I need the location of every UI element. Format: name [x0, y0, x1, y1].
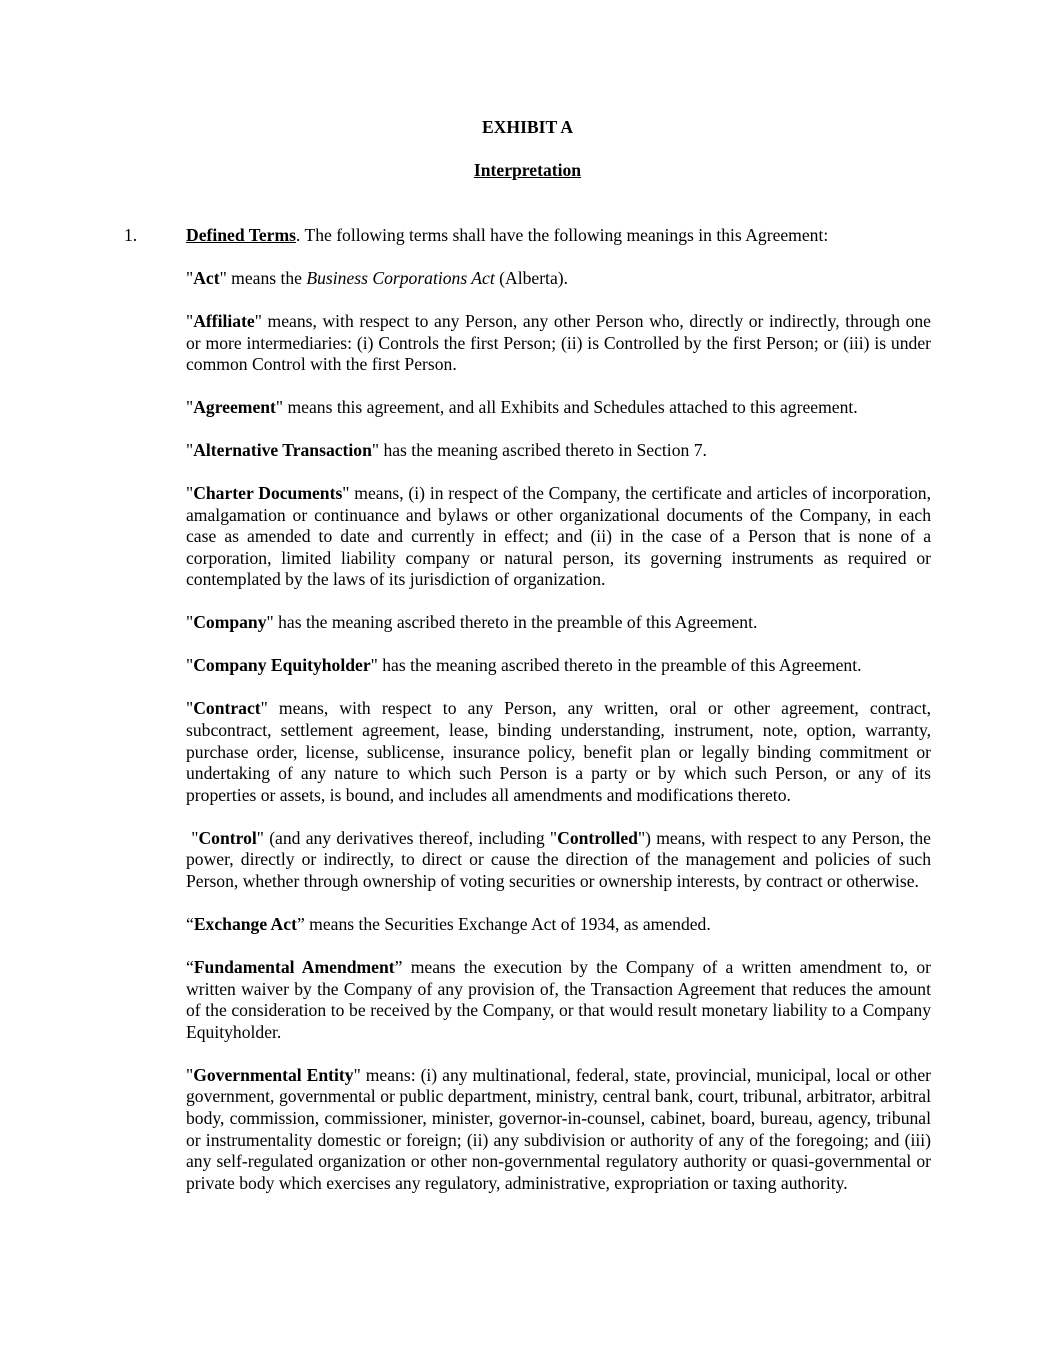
text-run: “ — [186, 956, 194, 977]
text-run: " means, (i) in respect of the Company, the certificate and articles of incorporation, amalgamation or continuance and bylaws or other organizational documents of the Company, in each case as amended to date and currently in effect; and (ii) in the case of a Person that is none of a corporation, limited liability company or natural person, its governing instruments as required or contemplated by the laws of its jurisdiction of organization. — [186, 483, 931, 590]
defined-term: Company Equityholder — [193, 655, 371, 676]
text-run: (Alberta). — [494, 267, 569, 288]
text-run: " has the meaning ascribed thereto in Section 7. — [371, 440, 707, 461]
text-run: " has the meaning ascribed thereto in the preamble of this Agreement. — [266, 612, 758, 633]
text-run: " has the meaning ascribed thereto in the preamble of this Agreement. — [370, 655, 862, 676]
text-run: " means, with respect to any Person, any written, oral or other agreement, contract, subcontract, settlement agreement, lease, binding understanding, instrument, note, option, warranty, purchase order, license, sublicense, insurance policy, benefit plan or legally binding commitment or undertaking of any nature to which such Person is a party or by which such Person, or any of its properties or assets, is bound, and includes all amendments and modifications thereto. — [186, 698, 931, 805]
text-run: " — [186, 483, 194, 504]
definitions-body — [186, 225, 931, 1216]
definition-paragraph — [186, 612, 931, 634]
definition-paragraph — [186, 268, 931, 290]
text-run: " means the — [219, 267, 307, 288]
definition-paragraph — [186, 828, 931, 893]
exhibit-subtitle: Interpretation — [473, 160, 582, 180]
text-run: " — [186, 267, 194, 288]
text-run: ") means, with respect to any Person, the power, directly or indirectly, to direct or cause the direction of the management and policies of such Person, whether through ownership of voting securities or ownership interests, by contract or otherwise. — [186, 827, 931, 891]
section-intro — [186, 225, 931, 247]
definition-paragraph — [186, 957, 931, 1043]
definition-paragraph — [186, 914, 931, 936]
section-heading: Defined Terms — [186, 225, 296, 245]
text-run: " — [186, 655, 194, 676]
text-run: " (and any derivatives thereof, including " — [256, 827, 558, 848]
definition-paragraph — [186, 311, 931, 376]
text-run: " means, with respect to any Person, any other Person who, directly or indirectly, through one or more intermediaries: (i) Controls the first Person; (ii) is Controlled by the first Person; or (iii) is under common Control with the first Person. — [186, 310, 931, 375]
section-number: 1. — [124, 225, 138, 245]
text-run: " — [186, 827, 199, 848]
defined-term: Affiliate — [193, 310, 255, 331]
text-run: " — [186, 310, 194, 331]
defined-term: Charter Documents — [193, 483, 343, 504]
text-run: " — [186, 612, 194, 633]
definition-paragraph — [186, 483, 931, 591]
definition-paragraph — [186, 1065, 931, 1195]
text-run: " — [186, 440, 194, 461]
definition-paragraph — [186, 397, 931, 419]
defined-term: Exchange Act — [193, 913, 297, 934]
text-run: “ — [186, 913, 194, 934]
defined-term: Agreement — [193, 397, 276, 418]
defined-term: Controlled — [557, 827, 638, 848]
defined-term: Alternative Transaction — [193, 440, 372, 461]
defined-term: Company — [193, 612, 267, 633]
text-run: ” means the execution by the Company of a written amendment to, or written waiver by the Company of any provision of, the Transaction Agreement that reduces the amount of the consideration to be received by the Company, or that would result monetary liability to a Company Equityholder. — [186, 956, 931, 1042]
defined-term: Contract — [193, 698, 261, 719]
text-run: " — [186, 397, 194, 418]
definition-paragraph — [186, 655, 931, 677]
italic-text: Business Corporations Act — [306, 267, 495, 288]
text-run: " means this agreement, and all Exhibits and Schedules attached to this agreement. — [275, 397, 858, 418]
text-run: . The following terms shall have the following meanings in this Agreement: — [295, 225, 829, 245]
definition-paragraph — [186, 698, 931, 806]
text-run: ” means the Securities Exchange Act of 1934, as amended. — [296, 913, 711, 934]
exhibit-title: EXHIBIT A — [481, 117, 574, 137]
definition-paragraph — [186, 440, 931, 462]
text-run: " — [186, 698, 194, 719]
defined-term: Governmental Entity — [193, 1064, 354, 1085]
text-run: " means: (i) any multinational, federal, state, provincial, municipal, local or other government, governmental or public department, ministry, central bank, court, tribunal, arbitrator, arbitral body, commission, commissioner, minister, governor-in-counsel, cabinet, board, bureau, agency, tribunal or instrumentality domestic or foreign; (ii) any subdivision or authority of any of the foregoing; and (iii) any self-regulated organization or other non-governmental regulatory authority or quasi-governmental or private body which exercises any regulatory, administrative, expropriation or taxing authority. — [186, 1064, 931, 1193]
text-run: " — [186, 1064, 194, 1085]
defined-term: Act — [193, 267, 220, 288]
defined-term: Fundamental Amendment — [193, 956, 395, 977]
defined-term: Control — [198, 827, 257, 848]
